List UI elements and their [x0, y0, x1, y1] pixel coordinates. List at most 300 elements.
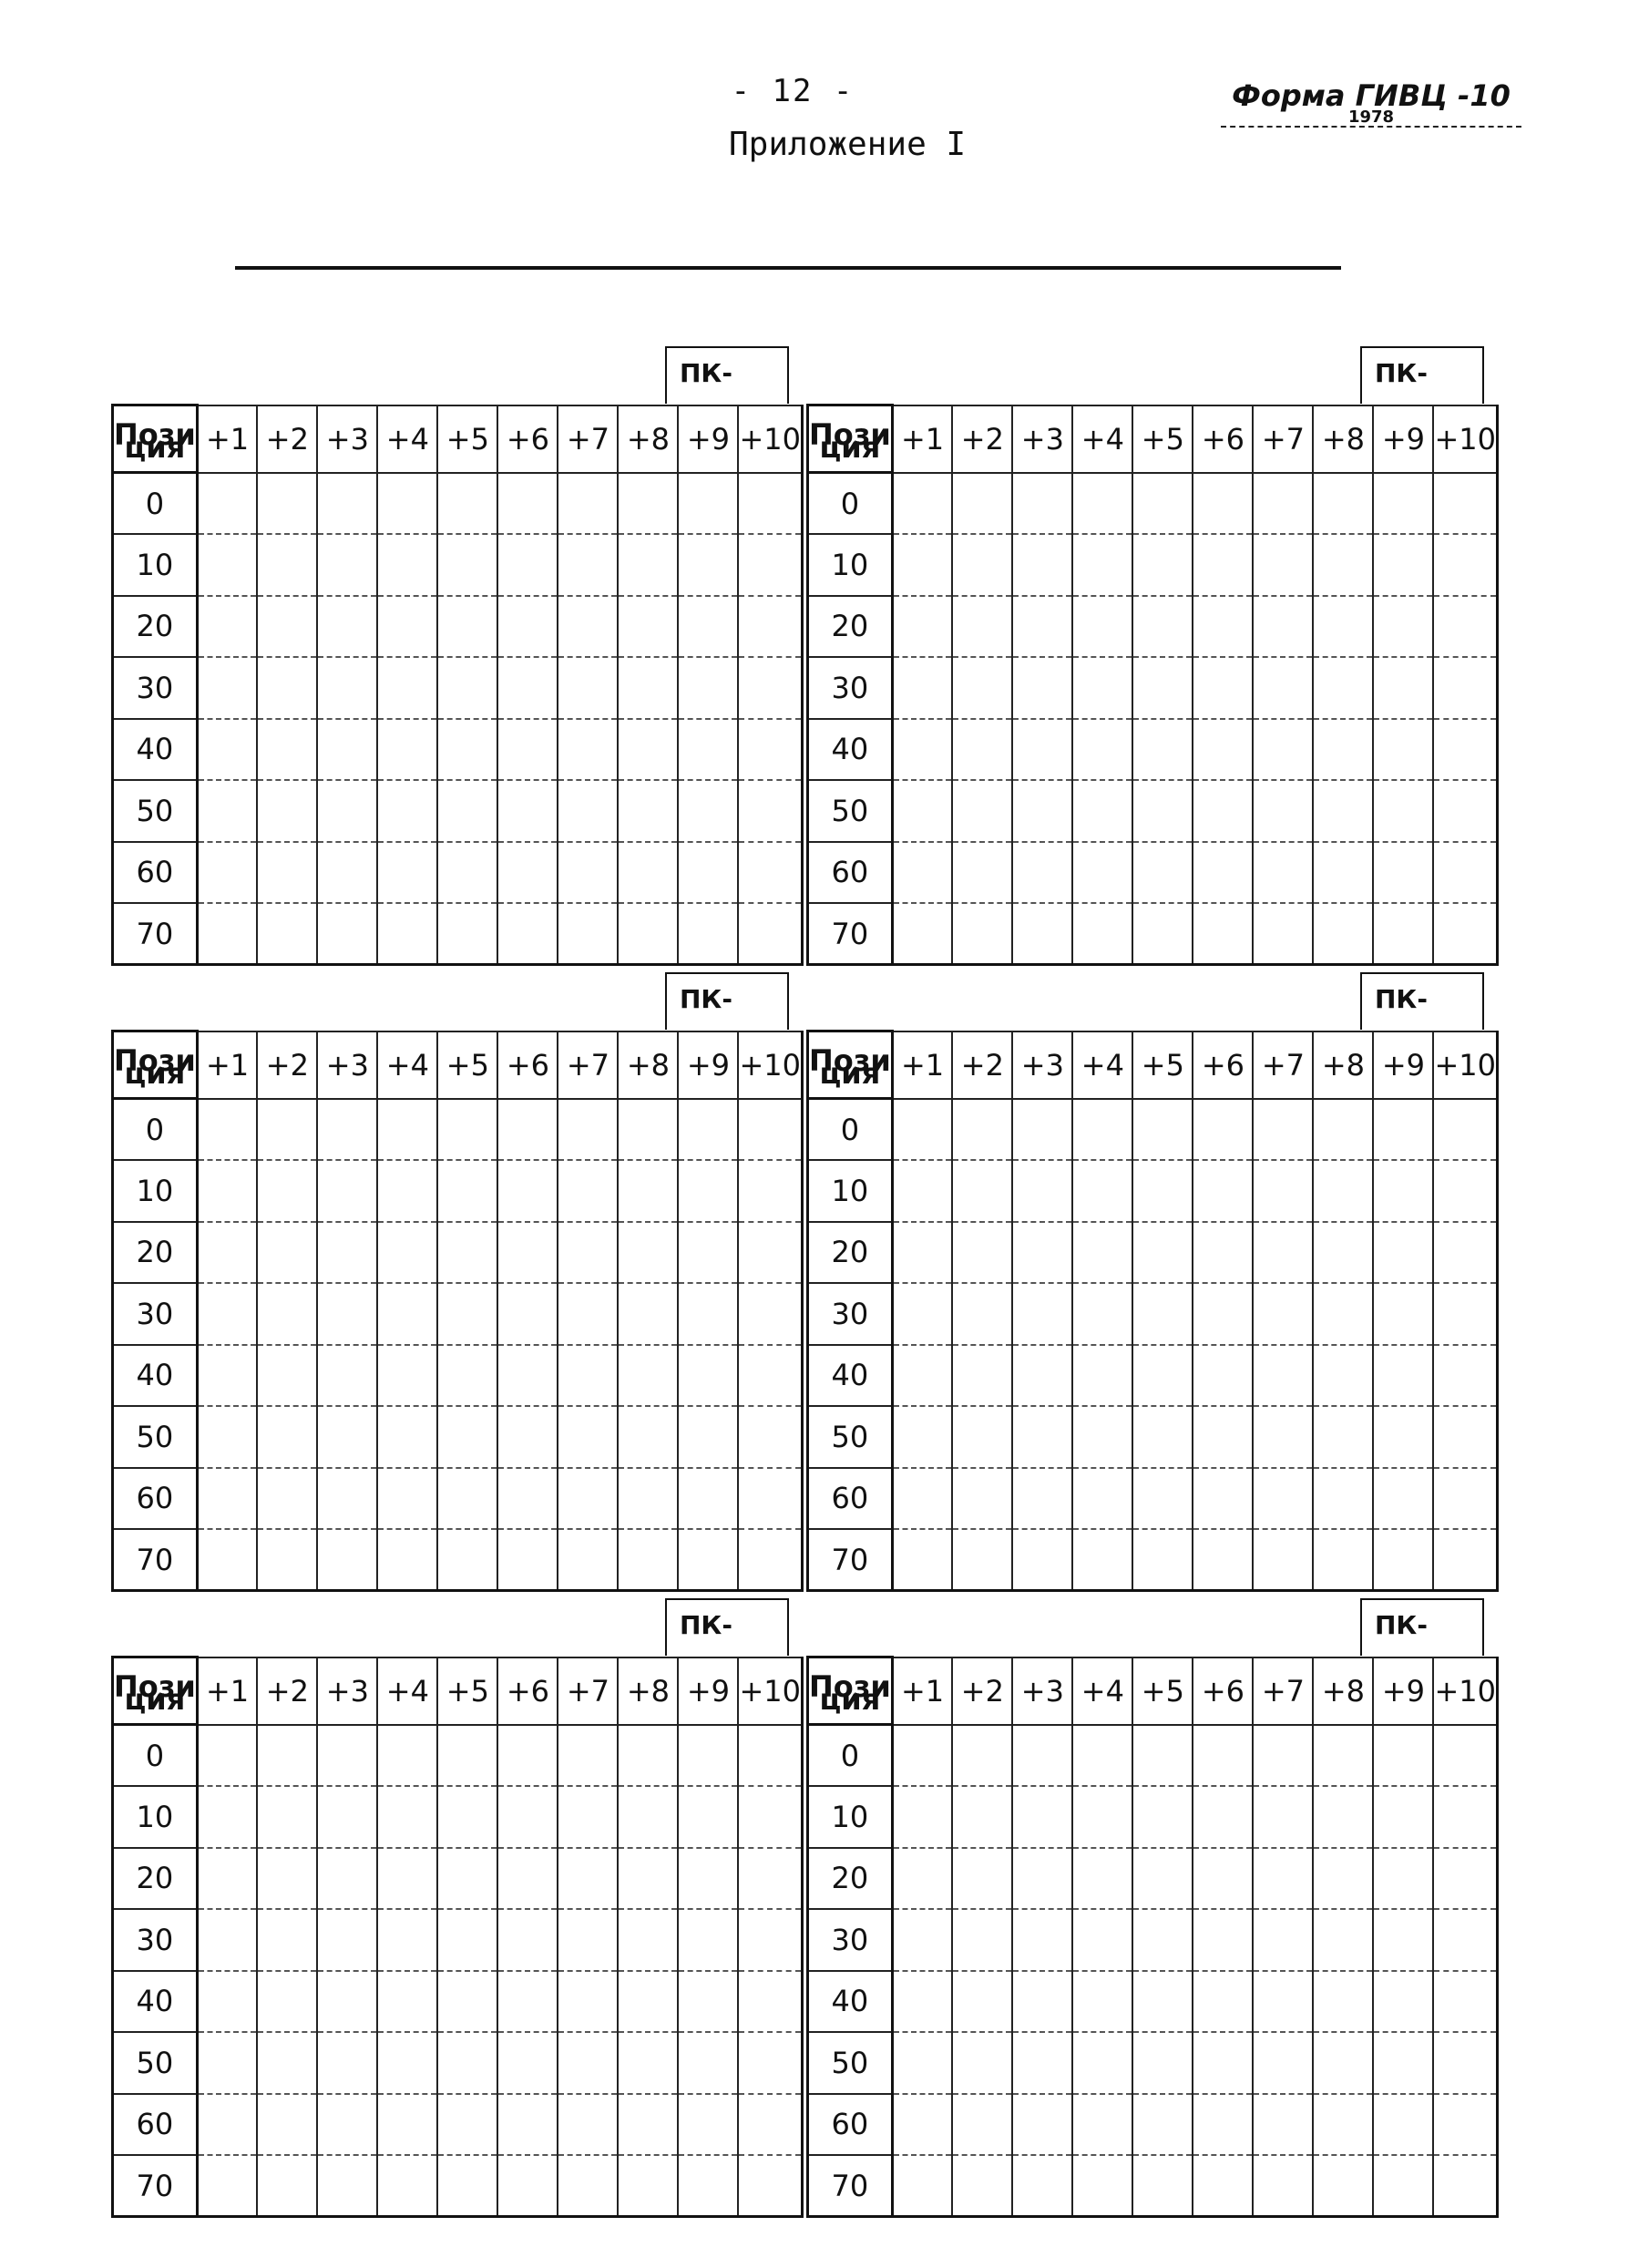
entry-cell[interactable] [197, 1468, 257, 1530]
entry-cell[interactable] [678, 1529, 738, 1591]
entry-cell[interactable] [738, 2094, 802, 2156]
entry-cell[interactable] [1132, 842, 1193, 904]
entry-cell[interactable] [437, 1725, 497, 1787]
entry-cell[interactable] [497, 1909, 558, 1971]
entry-cell[interactable] [497, 780, 558, 842]
entry-cell[interactable] [1433, 1222, 1497, 1284]
entry-cell[interactable] [1433, 1971, 1497, 2033]
entry-cell[interactable] [1072, 1099, 1132, 1161]
entry-cell[interactable] [1433, 596, 1497, 658]
entry-cell[interactable] [1012, 1786, 1072, 1848]
entry-cell[interactable] [437, 1222, 497, 1284]
entry-cell[interactable] [197, 1725, 257, 1787]
entry-cell[interactable] [1433, 1786, 1497, 1848]
entry-cell[interactable] [618, 1529, 678, 1591]
entry-cell[interactable] [952, 719, 1012, 781]
entry-cell[interactable] [257, 2032, 317, 2094]
entry-cell[interactable] [257, 1222, 317, 1284]
entry-cell[interactable] [437, 842, 497, 904]
entry-cell[interactable] [497, 1160, 558, 1222]
entry-cell[interactable] [1433, 1099, 1497, 1161]
entry-cell[interactable] [678, 780, 738, 842]
entry-cell[interactable] [437, 1909, 497, 1971]
entry-cell[interactable] [678, 2032, 738, 2094]
entry-cell[interactable] [678, 2094, 738, 2156]
entry-cell[interactable] [437, 1529, 497, 1591]
entry-cell[interactable] [1253, 1222, 1313, 1284]
entry-cell[interactable] [437, 534, 497, 596]
entry-cell[interactable] [738, 1160, 802, 1222]
entry-cell[interactable] [1072, 1345, 1132, 1407]
entry-cell[interactable] [1373, 534, 1433, 596]
entry-cell[interactable] [377, 1786, 437, 1848]
entry-cell[interactable] [952, 1345, 1012, 1407]
entry-cell[interactable] [952, 534, 1012, 596]
entry-cell[interactable] [558, 1099, 618, 1161]
entry-cell[interactable] [1433, 1406, 1497, 1468]
entry-cell[interactable] [1313, 1160, 1373, 1222]
entry-cell[interactable] [1433, 719, 1497, 781]
entry-cell[interactable] [678, 657, 738, 719]
entry-cell[interactable] [618, 1283, 678, 1345]
entry-cell[interactable] [197, 2094, 257, 2156]
entry-cell[interactable] [1072, 842, 1132, 904]
entry-cell[interactable] [257, 1786, 317, 1848]
entry-cell[interactable] [1433, 842, 1497, 904]
entry-cell[interactable] [892, 1222, 952, 1284]
entry-cell[interactable] [377, 903, 437, 965]
entry-cell[interactable] [1072, 657, 1132, 719]
entry-cell[interactable] [1132, 1406, 1193, 1468]
entry-cell[interactable] [1012, 1099, 1072, 1161]
entry-cell[interactable] [1132, 1222, 1193, 1284]
entry-cell[interactable] [1373, 780, 1433, 842]
entry-cell[interactable] [377, 1725, 437, 1787]
entry-cell[interactable] [1433, 1160, 1497, 1222]
entry-cell[interactable] [317, 473, 377, 535]
entry-cell[interactable] [678, 1222, 738, 1284]
entry-cell[interactable] [1132, 473, 1193, 535]
entry-cell[interactable] [1373, 1099, 1433, 1161]
entry-cell[interactable] [1373, 1160, 1433, 1222]
entry-cell[interactable] [1433, 2155, 1497, 2217]
entry-cell[interactable] [1373, 903, 1433, 965]
entry-cell[interactable] [1132, 903, 1193, 965]
entry-cell[interactable] [1373, 473, 1433, 535]
entry-cell[interactable] [1072, 719, 1132, 781]
entry-cell[interactable] [377, 2032, 437, 2094]
entry-cell[interactable] [497, 719, 558, 781]
entry-cell[interactable] [317, 2155, 377, 2217]
entry-cell[interactable] [678, 1345, 738, 1407]
entry-cell[interactable] [1072, 534, 1132, 596]
entry-cell[interactable] [618, 1909, 678, 1971]
entry-cell[interactable] [1373, 1222, 1433, 1284]
entry-cell[interactable] [437, 719, 497, 781]
entry-cell[interactable] [952, 657, 1012, 719]
entry-cell[interactable] [618, 1725, 678, 1787]
entry-cell[interactable] [437, 657, 497, 719]
entry-cell[interactable] [437, 1099, 497, 1161]
entry-cell[interactable] [437, 1345, 497, 1407]
entry-cell[interactable] [892, 473, 952, 535]
entry-cell[interactable] [377, 1160, 437, 1222]
entry-cell[interactable] [678, 2155, 738, 2217]
entry-cell[interactable] [558, 1971, 618, 2033]
entry-cell[interactable] [1012, 473, 1072, 535]
entry-cell[interactable] [257, 1971, 317, 2033]
entry-cell[interactable] [1253, 2032, 1313, 2094]
entry-cell[interactable] [892, 1283, 952, 1345]
entry-cell[interactable] [1253, 1160, 1313, 1222]
entry-cell[interactable] [1132, 719, 1193, 781]
entry-cell[interactable] [1313, 780, 1373, 842]
entry-cell[interactable] [1193, 1909, 1253, 1971]
entry-cell[interactable] [892, 1529, 952, 1591]
entry-cell[interactable] [377, 1529, 437, 1591]
entry-cell[interactable] [197, 1345, 257, 1407]
entry-cell[interactable] [1313, 2155, 1373, 2217]
entry-cell[interactable] [618, 780, 678, 842]
entry-cell[interactable] [892, 1786, 952, 1848]
entry-cell[interactable] [257, 842, 317, 904]
entry-cell[interactable] [257, 780, 317, 842]
entry-cell[interactable] [497, 1725, 558, 1787]
entry-cell[interactable] [257, 1160, 317, 1222]
entry-cell[interactable] [377, 1345, 437, 1407]
entry-cell[interactable] [437, 2094, 497, 2156]
entry-cell[interactable] [1193, 1406, 1253, 1468]
entry-cell[interactable] [1012, 2094, 1072, 2156]
entry-cell[interactable] [558, 596, 618, 658]
entry-cell[interactable] [1253, 2155, 1313, 2217]
entry-cell[interactable] [437, 1971, 497, 2033]
entry-cell[interactable] [1253, 1909, 1313, 1971]
entry-cell[interactable] [1313, 657, 1373, 719]
entry-cell[interactable] [1012, 1725, 1072, 1787]
entry-cell[interactable] [497, 1786, 558, 1848]
entry-cell[interactable] [497, 903, 558, 965]
entry-cell[interactable] [1132, 1909, 1193, 1971]
entry-cell[interactable] [558, 1909, 618, 1971]
entry-cell[interactable] [1012, 596, 1072, 658]
entry-cell[interactable] [952, 2094, 1012, 2156]
entry-cell[interactable] [317, 534, 377, 596]
entry-cell[interactable] [1433, 1909, 1497, 1971]
entry-cell[interactable] [618, 719, 678, 781]
entry-cell[interactable] [1012, 719, 1072, 781]
entry-cell[interactable] [377, 842, 437, 904]
entry-cell[interactable] [678, 1099, 738, 1161]
entry-cell[interactable] [1253, 780, 1313, 842]
entry-cell[interactable] [1132, 1160, 1193, 1222]
entry-cell[interactable] [892, 1160, 952, 1222]
entry-cell[interactable] [558, 1725, 618, 1787]
entry-cell[interactable] [437, 1406, 497, 1468]
entry-cell[interactable] [197, 903, 257, 965]
entry-cell[interactable] [497, 842, 558, 904]
entry-cell[interactable] [197, 1406, 257, 1468]
entry-cell[interactable] [1193, 1160, 1253, 1222]
entry-cell[interactable] [377, 1283, 437, 1345]
entry-cell[interactable] [618, 534, 678, 596]
entry-cell[interactable] [1433, 1725, 1497, 1787]
entry-cell[interactable] [317, 1786, 377, 1848]
entry-cell[interactable] [1072, 1848, 1132, 1910]
entry-cell[interactable] [618, 1406, 678, 1468]
entry-cell[interactable] [952, 2155, 1012, 2217]
entry-cell[interactable] [1132, 657, 1193, 719]
entry-cell[interactable] [257, 657, 317, 719]
entry-cell[interactable] [317, 1529, 377, 1591]
entry-cell[interactable] [1193, 1529, 1253, 1591]
entry-cell[interactable] [197, 657, 257, 719]
entry-cell[interactable] [892, 1971, 952, 2033]
entry-cell[interactable] [892, 657, 952, 719]
entry-cell[interactable] [558, 473, 618, 535]
entry-cell[interactable] [317, 1725, 377, 1787]
entry-cell[interactable] [257, 903, 317, 965]
entry-cell[interactable] [738, 719, 802, 781]
entry-cell[interactable] [678, 1468, 738, 1530]
entry-cell[interactable] [738, 473, 802, 535]
entry-cell[interactable] [437, 903, 497, 965]
entry-cell[interactable] [738, 1345, 802, 1407]
entry-cell[interactable] [257, 1909, 317, 1971]
entry-cell[interactable] [497, 2094, 558, 2156]
entry-cell[interactable] [1012, 2032, 1072, 2094]
entry-cell[interactable] [1132, 534, 1193, 596]
entry-cell[interactable] [1433, 780, 1497, 842]
entry-cell[interactable] [197, 534, 257, 596]
entry-cell[interactable] [1012, 1406, 1072, 1468]
entry-cell[interactable] [257, 473, 317, 535]
entry-cell[interactable] [1433, 1848, 1497, 1910]
entry-cell[interactable] [497, 473, 558, 535]
entry-cell[interactable] [1132, 1529, 1193, 1591]
entry-cell[interactable] [738, 1468, 802, 1530]
entry-cell[interactable] [1012, 1283, 1072, 1345]
entry-cell[interactable] [618, 1160, 678, 1222]
entry-cell[interactable] [377, 534, 437, 596]
entry-cell[interactable] [1373, 1345, 1433, 1407]
entry-cell[interactable] [1253, 534, 1313, 596]
entry-cell[interactable] [257, 1345, 317, 1407]
entry-cell[interactable] [317, 2032, 377, 2094]
entry-cell[interactable] [738, 1283, 802, 1345]
entry-cell[interactable] [1072, 780, 1132, 842]
entry-cell[interactable] [1072, 1529, 1132, 1591]
entry-cell[interactable] [1132, 596, 1193, 658]
entry-cell[interactable] [1313, 903, 1373, 965]
entry-cell[interactable] [1132, 780, 1193, 842]
entry-cell[interactable] [1012, 1345, 1072, 1407]
entry-cell[interactable] [377, 1099, 437, 1161]
entry-cell[interactable] [1132, 1283, 1193, 1345]
entry-cell[interactable] [1253, 2094, 1313, 2156]
entry-cell[interactable] [558, 1468, 618, 1530]
entry-cell[interactable] [1373, 1406, 1433, 1468]
entry-cell[interactable] [497, 2032, 558, 2094]
entry-cell[interactable] [1313, 1529, 1373, 1591]
entry-cell[interactable] [437, 1468, 497, 1530]
entry-cell[interactable] [952, 1160, 1012, 1222]
entry-cell[interactable] [497, 1468, 558, 1530]
entry-cell[interactable] [377, 780, 437, 842]
entry-cell[interactable] [618, 903, 678, 965]
entry-cell[interactable] [377, 719, 437, 781]
entry-cell[interactable] [1072, 1222, 1132, 1284]
entry-cell[interactable] [892, 2094, 952, 2156]
entry-cell[interactable] [1253, 842, 1313, 904]
entry-cell[interactable] [618, 657, 678, 719]
entry-cell[interactable] [738, 1909, 802, 1971]
entry-cell[interactable] [437, 473, 497, 535]
entry-cell[interactable] [1313, 2094, 1373, 2156]
entry-cell[interactable] [892, 534, 952, 596]
entry-cell[interactable] [678, 1160, 738, 1222]
entry-cell[interactable] [952, 903, 1012, 965]
entry-cell[interactable] [678, 1406, 738, 1468]
entry-cell[interactable] [678, 903, 738, 965]
entry-cell[interactable] [1193, 1345, 1253, 1407]
entry-cell[interactable] [197, 1160, 257, 1222]
entry-cell[interactable] [437, 1283, 497, 1345]
entry-cell[interactable] [1313, 2032, 1373, 2094]
entry-cell[interactable] [1253, 1786, 1313, 1848]
entry-cell[interactable] [1193, 719, 1253, 781]
entry-cell[interactable] [1012, 1909, 1072, 1971]
entry-cell[interactable] [1433, 903, 1497, 965]
entry-cell[interactable] [1012, 2155, 1072, 2217]
entry-cell[interactable] [1373, 1786, 1433, 1848]
entry-cell[interactable] [678, 473, 738, 535]
entry-cell[interactable] [497, 1222, 558, 1284]
entry-cell[interactable] [1253, 657, 1313, 719]
entry-cell[interactable] [738, 2155, 802, 2217]
entry-cell[interactable] [1313, 1909, 1373, 1971]
entry-cell[interactable] [497, 596, 558, 658]
entry-cell[interactable] [257, 1725, 317, 1787]
entry-cell[interactable] [1072, 1725, 1132, 1787]
entry-cell[interactable] [257, 2094, 317, 2156]
entry-cell[interactable] [317, 1283, 377, 1345]
entry-cell[interactable] [437, 1786, 497, 1848]
entry-cell[interactable] [317, 657, 377, 719]
entry-cell[interactable] [197, 780, 257, 842]
entry-cell[interactable] [558, 842, 618, 904]
entry-cell[interactable] [952, 780, 1012, 842]
entry-cell[interactable] [1072, 1971, 1132, 2033]
entry-cell[interactable] [257, 1848, 317, 1910]
entry-cell[interactable] [738, 1099, 802, 1161]
entry-cell[interactable] [1433, 2032, 1497, 2094]
entry-cell[interactable] [1313, 1099, 1373, 1161]
entry-cell[interactable] [1072, 2094, 1132, 2156]
entry-cell[interactable] [197, 1909, 257, 1971]
entry-cell[interactable] [558, 2094, 618, 2156]
entry-cell[interactable] [558, 719, 618, 781]
entry-cell[interactable] [1433, 1283, 1497, 1345]
entry-cell[interactable] [197, 1099, 257, 1161]
entry-cell[interactable] [618, 2094, 678, 2156]
entry-cell[interactable] [1313, 842, 1373, 904]
entry-cell[interactable] [1253, 719, 1313, 781]
entry-cell[interactable] [1313, 473, 1373, 535]
entry-cell[interactable] [618, 1468, 678, 1530]
entry-cell[interactable] [197, 596, 257, 658]
entry-cell[interactable] [317, 1222, 377, 1284]
entry-cell[interactable] [618, 2032, 678, 2094]
entry-cell[interactable] [892, 1406, 952, 1468]
entry-cell[interactable] [497, 1971, 558, 2033]
entry-cell[interactable] [197, 2155, 257, 2217]
entry-cell[interactable] [892, 2155, 952, 2217]
entry-cell[interactable] [317, 1468, 377, 1530]
entry-cell[interactable] [317, 842, 377, 904]
entry-cell[interactable] [317, 1345, 377, 1407]
entry-cell[interactable] [892, 1848, 952, 1910]
entry-cell[interactable] [257, 1406, 317, 1468]
entry-cell[interactable] [1313, 719, 1373, 781]
entry-cell[interactable] [558, 1160, 618, 1222]
entry-cell[interactable] [1313, 1971, 1373, 2033]
entry-cell[interactable] [1012, 1160, 1072, 1222]
entry-cell[interactable] [257, 1529, 317, 1591]
entry-cell[interactable] [738, 534, 802, 596]
entry-cell[interactable] [1072, 1786, 1132, 1848]
entry-cell[interactable] [1373, 719, 1433, 781]
entry-cell[interactable] [377, 2094, 437, 2156]
entry-cell[interactable] [892, 1345, 952, 1407]
entry-cell[interactable] [952, 1283, 1012, 1345]
entry-cell[interactable] [1433, 1345, 1497, 1407]
entry-cell[interactable] [952, 2032, 1012, 2094]
entry-cell[interactable] [738, 1529, 802, 1591]
entry-cell[interactable] [1253, 1848, 1313, 1910]
entry-cell[interactable] [497, 534, 558, 596]
entry-cell[interactable] [952, 1725, 1012, 1787]
entry-cell[interactable] [558, 1529, 618, 1591]
entry-cell[interactable] [1373, 1848, 1433, 1910]
entry-cell[interactable] [1072, 2032, 1132, 2094]
entry-cell[interactable] [952, 1222, 1012, 1284]
entry-cell[interactable] [1373, 2094, 1433, 2156]
entry-cell[interactable] [257, 534, 317, 596]
entry-cell[interactable] [1373, 1529, 1433, 1591]
entry-cell[interactable] [738, 1848, 802, 1910]
entry-cell[interactable] [1012, 1222, 1072, 1284]
entry-cell[interactable] [738, 2032, 802, 2094]
entry-cell[interactable] [1253, 596, 1313, 658]
entry-cell[interactable] [1373, 842, 1433, 904]
entry-cell[interactable] [437, 1160, 497, 1222]
entry-cell[interactable] [1433, 2094, 1497, 2156]
entry-cell[interactable] [1012, 1468, 1072, 1530]
entry-cell[interactable] [377, 2155, 437, 2217]
entry-cell[interactable] [892, 2032, 952, 2094]
entry-cell[interactable] [317, 1971, 377, 2033]
entry-cell[interactable] [678, 1848, 738, 1910]
entry-cell[interactable] [257, 719, 317, 781]
entry-cell[interactable] [558, 1848, 618, 1910]
entry-cell[interactable] [1253, 1725, 1313, 1787]
entry-cell[interactable] [558, 1283, 618, 1345]
entry-cell[interactable] [1012, 534, 1072, 596]
entry-cell[interactable] [257, 1099, 317, 1161]
entry-cell[interactable] [1433, 473, 1497, 535]
entry-cell[interactable] [678, 596, 738, 658]
